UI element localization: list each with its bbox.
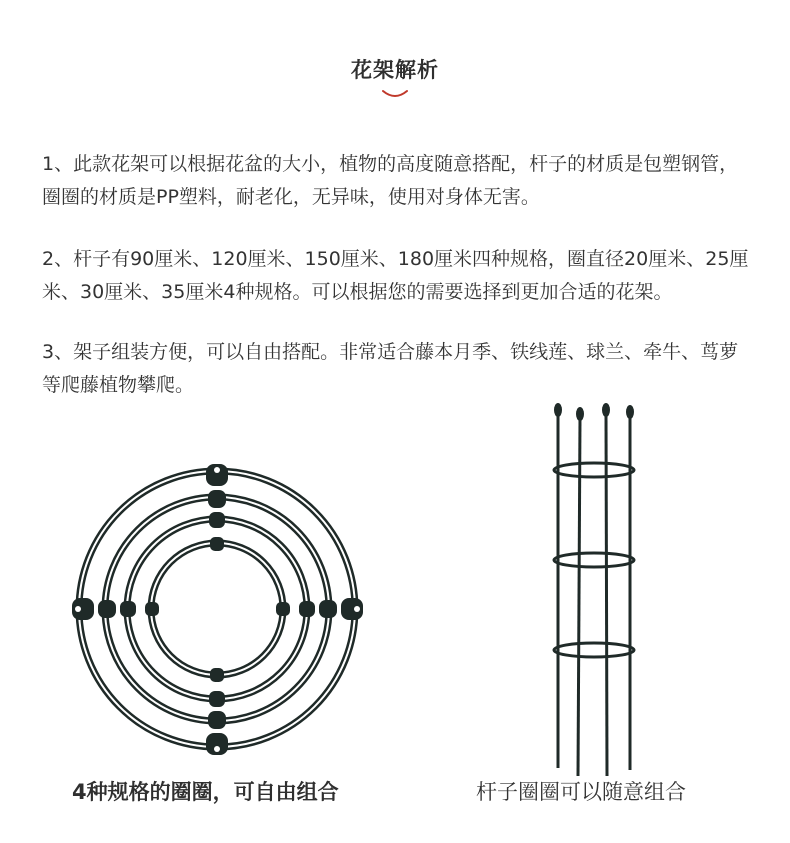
tower-caption: 杆子圈圈可以随意组合 — [476, 780, 686, 804]
description-paragraph-1: 1、此款花架可以根据花盆的大小，植物的高度随意搭配，杆子的材质是包塑钢管，圈圈的材质是PP塑料，耐老化，无异味，使用对身体无害。 — [42, 153, 739, 208]
rings-caption: 4种规格的圈圈，可自由组合 — [72, 780, 339, 804]
description-paragraph-3: 3、架子组装方便，可以自由搭配。非常适合藤本月季、铁线莲、球兰、牵牛、茑萝等爬藤植物攀爬。 — [42, 341, 739, 396]
tower-trellis-image — [540, 398, 650, 778]
description-paragraph-2: 2、杆子有90厘米、120厘米、150厘米、180厘米四种规格，圈直径20厘米、25厘米、30厘米、35厘米4种规格。可以根据您的需要选择到更加合适的花架。 — [42, 248, 749, 303]
section-title: 花架解析 — [351, 58, 439, 82]
title-underline-accent — [380, 88, 410, 102]
rings-product-image — [70, 462, 365, 757]
